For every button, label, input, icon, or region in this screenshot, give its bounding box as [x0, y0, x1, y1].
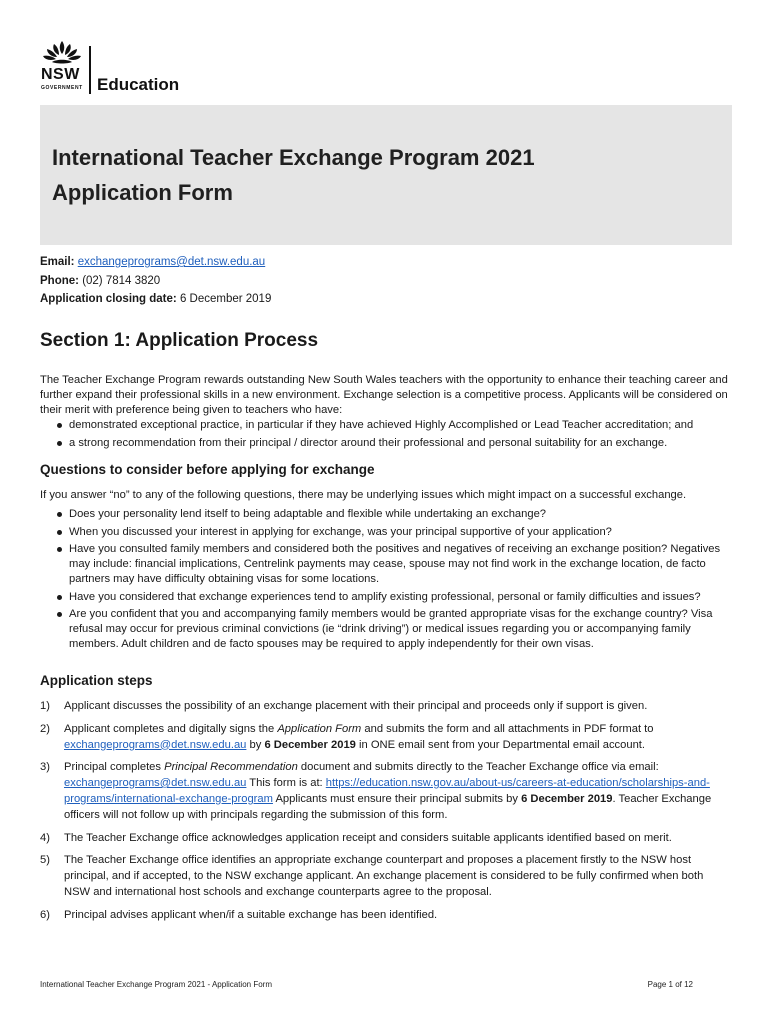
questions-heading: Questions to consider before applying for exchange: [40, 462, 375, 477]
step-number: 6): [40, 908, 50, 921]
step-number: 2): [40, 722, 50, 735]
closing-date-value: 6 December 2019: [179, 293, 272, 305]
step-text: and submits the form and all attachments in PDF format to: [361, 722, 654, 735]
waratah-icon: [40, 40, 84, 68]
deadline-date: 6 December 2019: [264, 738, 356, 751]
step-text: document and submits directly to the Teacher Exchange office via email:: [297, 761, 659, 773]
list-item: Does your personality lend itself to being adaptable and flexible while undertaking an exchange?: [40, 507, 730, 522]
step-item: [40, 852, 730, 900]
email-link[interactable]: exchangeprograms@det.nsw.edu.au: [64, 738, 247, 751]
email-link[interactable]: exchangeprograms@det.nsw.edu.au: [77, 256, 266, 268]
criteria-list: [40, 418, 730, 453]
email-label: Email:: [40, 256, 75, 268]
questions-list: [40, 507, 730, 655]
step-item: [40, 698, 730, 714]
footer-document-title: International Teacher Exchange Program 2021 - Application Form: [40, 980, 272, 989]
step-text: Principal completes: [64, 761, 165, 773]
step-text: by: [246, 738, 265, 751]
section-1-intro: The Teacher Exchange Program rewards outstanding New South Wales teachers with the opportunity to enhance their teaching career and further expand their professional skills in a new environment. Exchange selection is a competitive process. Applicants will be considered on their merit with preference being given to teachers who have:: [40, 374, 728, 416]
step-text: Applicant completes and digitally signs the: [64, 722, 278, 735]
program-url-link[interactable]: https://education.nsw.gov.au/about-us/careers-at-education/scholarships-and-programs/international-exchange-program: [64, 777, 710, 805]
list-item: demonstrated exceptional practice, in particular if they have achieved Highly Accomplished or Lead Teacher accreditation; and: [40, 418, 730, 433]
phone-label: Phone:: [40, 274, 79, 287]
page-subtitle: Application Form: [52, 180, 233, 205]
list-item: When you discussed your interest in applying for exchange, was your principal supportive of your application?: [40, 525, 730, 540]
step-text: The Teacher Exchange office identifies an appropriate exchange counterpart and proposes a placement firstly to the NSW host principal, and if accepted, to the NSW exchange applicant. An exchange placement is considered to be fully confirmed when both NSW and international host schools and exchange counterparts agree to the proposal.: [64, 854, 704, 898]
steps-list: [40, 698, 730, 929]
government-wordmark: GOVERNMENT: [41, 85, 83, 91]
step-item: [40, 830, 730, 846]
contact-details: [40, 253, 271, 309]
department-name: Education: [97, 75, 180, 94]
deadline-date: 6 December 2019: [521, 793, 613, 805]
step-item: [40, 759, 730, 823]
footer-page-number: Page 1 of 12: [647, 980, 693, 989]
section-1-heading: Section 1: Application Process: [40, 330, 319, 351]
title-banner: [40, 105, 732, 245]
step-text: This form is at:: [246, 777, 326, 789]
step-text: Principal advises applicant when/if a suitable exchange has been identified.: [64, 908, 438, 921]
steps-heading: Application steps: [40, 673, 153, 688]
email-line: [40, 253, 271, 272]
email-link[interactable]: exchangeprograms@det.nsw.edu.au: [64, 777, 247, 789]
questions-intro: If you answer “no” to any of the following questions, there may be underlying issues which might impact on a successful exchange.: [40, 489, 687, 501]
page-title: International Teacher Exchange Program 2021: [52, 145, 535, 170]
list-item: Have you considered that exchange experiences tend to amplify existing professional, personal or family difficulties and issues?: [40, 590, 730, 605]
step-text: in ONE email sent from your Departmental email account.: [355, 738, 646, 751]
step-number: 1): [40, 700, 50, 712]
step-text: Applicant discusses the possibility of an exchange placement with their principal and proceeds only if support is given.: [64, 700, 648, 712]
closing-date-line: [40, 290, 271, 309]
principal-recommendation-ref: Principal Recommendation: [164, 761, 298, 773]
step-number: 3): [40, 761, 50, 773]
logo-divider: [89, 46, 91, 94]
nsw-wordmark: NSW: [41, 66, 80, 83]
application-form-ref: Application Form: [277, 722, 362, 735]
nsw-education-logo: [40, 40, 210, 94]
step-item: [40, 721, 730, 753]
list-item: Have you consulted family members and considered both the positives and negatives of receiving an exchange position? Negatives may include: financial implications, Centrelink payments may cease, spouse may not find work in the exchange location, de facto partners may have difficulty obtaining visas for some locations.: [40, 542, 730, 587]
step-number: 4): [40, 831, 50, 844]
closing-date-label: Application closing date:: [40, 293, 177, 305]
step-text: The Teacher Exchange office acknowledges application receipt and considers suitable applicants identified based on merit.: [64, 831, 672, 844]
step-item: [40, 907, 730, 923]
step-text: . Teacher Exchange officers will not follow up with principals regarding the submission of this form.: [64, 793, 712, 821]
step-text: Applicants must ensure their principal submits by: [272, 793, 522, 805]
list-item: a strong recommendation from their principal / director around their professional and personal suitability for an exchange.: [40, 436, 730, 451]
step-number: 5): [40, 854, 50, 866]
list-item: Are you confident that you and accompanying family members would be granted appropriate visas for the exchange country? Visa refusal may occur for previous criminal convictions (ie “drink driving”) or medical issues regarding you or accompanying family members. Adult children and de facto spouses may be required to apply independently for their own visas.: [40, 607, 730, 652]
phone-value: (02) 7814 3820: [82, 274, 161, 287]
phone-line: [40, 272, 271, 291]
